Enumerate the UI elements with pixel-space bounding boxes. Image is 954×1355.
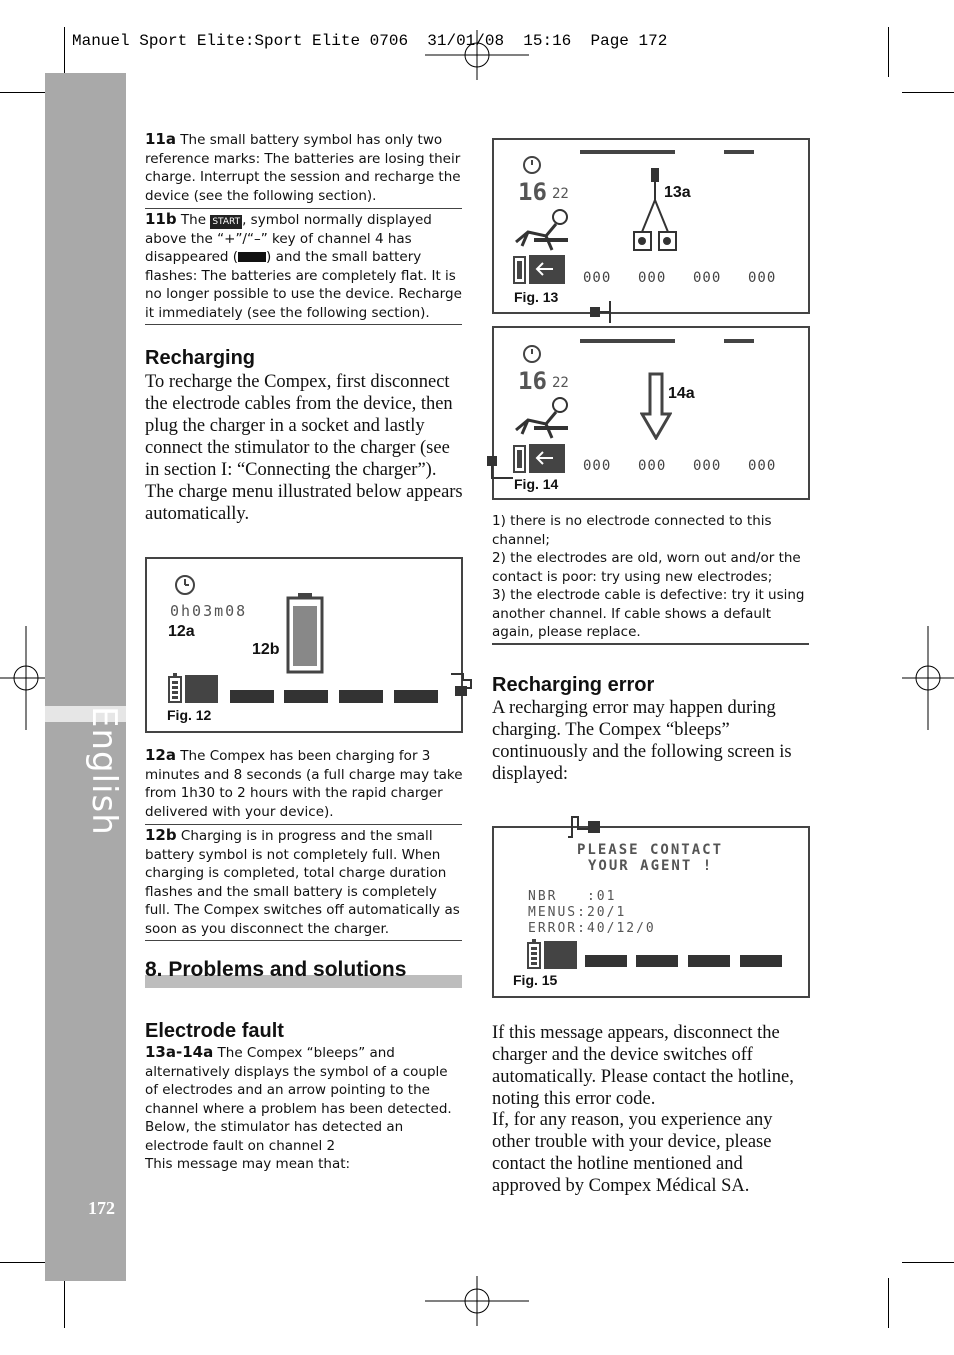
channel-segment (284, 690, 328, 703)
connector-icon (481, 454, 515, 482)
fig13-label: 13a (664, 184, 691, 201)
bargraph-right (724, 150, 754, 154)
note-12b (145, 826, 463, 938)
channel-slot: 000 (693, 458, 722, 474)
electrode-heading: Electrode fault (145, 1020, 284, 1042)
note-text: , symbol normally displayed above the “+”/“–” key of channel 4 has disappeared ( (145, 212, 432, 265)
note-text: The Compex “bleeps” and alternatively displays the symbol of a couple of electrodes and an arrow pointing to the channel where a problem has been detected. Below, the stimulator has detected an electrode fault on channel 2 (145, 1045, 452, 1154)
fig13-caption: Fig. 13 (514, 289, 559, 305)
fig15-caption: Fig. 15 (513, 972, 558, 988)
error-line-1: PLEASE CONTACT (577, 842, 724, 858)
note-text: The (180, 212, 207, 228)
athlete-icon (512, 208, 574, 252)
battery-segment-icon (238, 252, 266, 262)
arrow-down-icon (640, 372, 672, 440)
error-line-2: YOUR AGENT ! (588, 858, 714, 874)
note-11a (145, 130, 463, 205)
error-heading: Recharging error (492, 674, 655, 696)
divider (145, 324, 462, 325)
registration-mark-bottom (425, 1276, 529, 1326)
channel-segment (339, 690, 383, 703)
clock-icon (521, 343, 543, 365)
causes-list (492, 512, 810, 642)
crop-mark (902, 92, 954, 93)
note-text: Charging is in progress and the small battery symbol is not completely full. When charging is completed, total charge duration flashes and the small battery is completely full. The Compex switches off automatically as soon as you disconnect the charger. (145, 828, 460, 937)
battery-arrow-icon (513, 253, 567, 285)
error-body: A recharging error may happen during charging. The Compex “bleeps” continuously and the following screen is displayed: (492, 698, 792, 784)
print-header: Manuel Sport Elite:Sport Elite 0706 31/01/08 15:16 Page 172 (72, 32, 668, 50)
note-text: The Compex has been charging for 3 minutes and 8 seconds (a full charge may take from 1h30 to 2 hours with the rapid charger delivered with your device). (145, 748, 463, 820)
section-heading: 8. Problems and solutions (145, 958, 407, 981)
crop-mark (64, 1278, 65, 1328)
cause-1: 1) there is no electrode connected to this channel; (492, 513, 772, 548)
channel-slot: 000 (583, 458, 612, 474)
small-battery-icon (527, 938, 579, 970)
bargraph-left (580, 339, 675, 343)
final-paragraph-1: If this message appears, disconnect the charger and the device switches off automatically. Please contact the hotline, noting this error code. (492, 1023, 794, 1109)
note-12a (145, 746, 463, 821)
error-menus: MENUS:20/1 (528, 905, 627, 920)
connector-icon (566, 815, 606, 841)
bargraph-left (580, 150, 675, 154)
bargraph-right (724, 339, 754, 343)
fig12-label-b: 12b (252, 641, 280, 658)
note-text: The small battery symbol has only two reference marks: The batteries are losing their charge. Interrupt the session and recharge the device (see the following section). (145, 132, 461, 204)
note-tag: 11b (145, 210, 177, 228)
divider (492, 643, 809, 645)
channel-slot: 000 (583, 270, 612, 286)
channel-segment (740, 955, 782, 967)
cause-3: 3) the electrode cable is defective: try it using another channel. If cable shows a default again, please replace. (492, 587, 805, 640)
charger-plug-icon (449, 670, 473, 706)
electrode-pair-icon (630, 160, 680, 256)
fig12-caption: Fig. 12 (167, 707, 212, 723)
small-battery-icon (168, 672, 220, 704)
channel-segment (230, 690, 274, 703)
channel-slot: 000 (638, 458, 667, 474)
note-tag: 12a (145, 746, 176, 764)
channel-slot: 000 (638, 270, 667, 286)
note-text: ) and the small battery flashes: The batteries are completely flat. It is no longer possible to use the device. Recharge it immediately (see the following section). (145, 249, 462, 321)
charge-timer: 0h03m08 (170, 602, 248, 620)
crop-mark (888, 1278, 889, 1328)
note-tag: 12b (145, 826, 177, 844)
fig12-label-a: 12a (168, 623, 195, 640)
counter-small: 22 (552, 186, 569, 202)
note-tag: 11a (145, 130, 176, 148)
channel-segment (394, 690, 438, 703)
recharging-heading: Recharging (145, 347, 256, 369)
channel-segment (688, 955, 730, 967)
fig14-caption: Fig. 14 (514, 476, 559, 492)
note-tag: 13a-14a (145, 1043, 214, 1061)
divider (145, 208, 462, 209)
side-band (45, 73, 126, 1281)
crop-mark (888, 27, 889, 77)
battery-arrow-icon (513, 442, 567, 474)
registration-mark-right (902, 626, 954, 730)
crop-mark (902, 1262, 954, 1263)
channel-segment (585, 955, 627, 967)
channel-slot: 000 (748, 270, 777, 286)
channel-segment (636, 955, 678, 967)
counter-big: 16 (518, 178, 547, 206)
cause-2: 2) the electrodes are old, worn out and/or the contact is poor: try using new electrodes; (492, 550, 801, 585)
note-11b (145, 210, 463, 322)
channel-slot: 000 (693, 270, 722, 286)
divider (145, 940, 462, 941)
page-number: 172 (88, 1198, 115, 1218)
large-battery-icon (286, 592, 326, 676)
athlete-icon (512, 396, 574, 440)
counter-big: 16 (518, 367, 547, 395)
note-13a-14a (145, 1043, 463, 1174)
final-paragraph-2: If, for any reason, you experience any other trouble with your device, please contact the hotline mentioned and approved by Compex Médical SA. (492, 1110, 773, 1196)
clock-icon (173, 573, 197, 597)
error-nbr: NBR :01 (528, 889, 617, 904)
divider (145, 824, 462, 825)
connector-icon (588, 299, 622, 325)
crop-mark (64, 27, 65, 77)
start-key-icon: START (212, 217, 241, 227)
channel-slot: 000 (748, 458, 777, 474)
note-text: This message may mean that: (145, 1156, 351, 1172)
language-label: English (84, 706, 124, 836)
counter-small: 22 (552, 375, 569, 391)
recharging-body: To recharge the Compex, first disconnect the electrode cables from the device, then plug the charger in a socket and lastly connect the stimulator to the charger (see in section I: “Connecting the charger”). The charge menu illustrated below appears automatically. (145, 372, 463, 524)
registration-mark-top (425, 30, 529, 80)
fig14-label: 14a (668, 385, 695, 402)
clock-icon (521, 154, 543, 176)
error-code: ERROR:40/12/0 (528, 921, 656, 936)
